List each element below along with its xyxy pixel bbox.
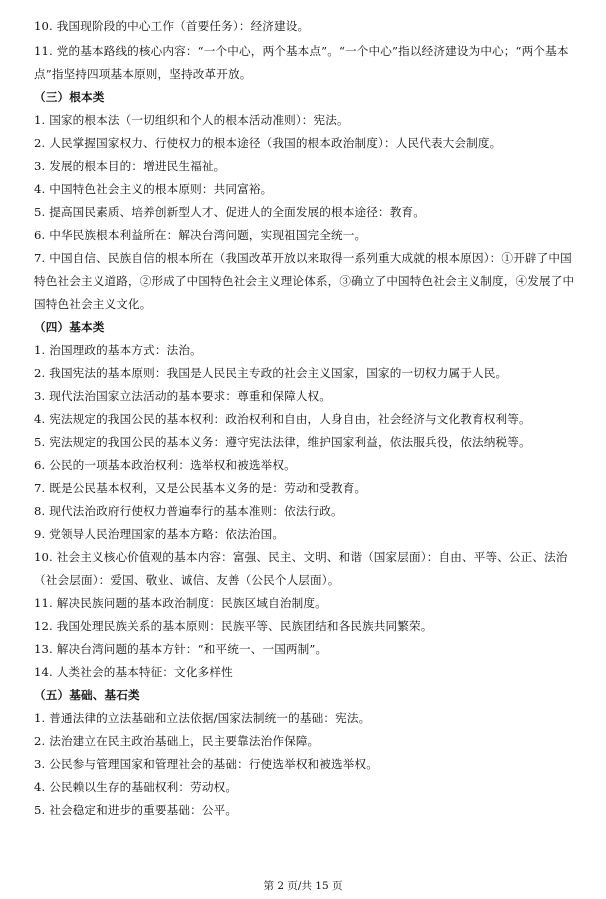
text-line: 4. 宪法规定的我国公民的基本权利：政治权利和自由，人身自由，社会经济与文化教育权利等。 (34, 412, 531, 426)
text-line: （社会层面）：爱国、敬业、诚信、友善（公民个人层面）。 (34, 573, 340, 587)
text-line: 1. 治国理政的基本方式：法治。 (34, 343, 202, 357)
text-line: 3. 公民参与管理国家和管理社会的基础：行使选举权和被选举权。 (34, 757, 379, 771)
text-line: 2. 我国宪法的基本原则：我国是人民民主专政的社会主义国家，国家的一切权力属于人民。 (34, 366, 508, 380)
text-line: 13. 解决台湾问题的基本方针：“和平统一、一国两制”。 (34, 642, 328, 656)
text-line: 2. 法治建立在民主政治基础上，民主要靠法治作保障。 (34, 734, 320, 748)
text-line: 6. 公民的一项基本政治权利：选举权和被选举权。 (34, 458, 296, 472)
text-line: 5. 宪法规定的我国公民的基本义务：遵守宪法法律，维护国家利益，依法服兵役，依法纳税等。 (34, 435, 531, 449)
text-line: 点”指坚持四项基本原则，坚持改革开放。 (34, 67, 252, 81)
page-number-footer: 第 2 页/共 15 页 (263, 880, 343, 892)
text-line: 7. 既是公民基本权利，又是公民基本义务的是：劳动和受教育。 (34, 481, 367, 495)
text-line: 10. 我国现阶段的中心工作（首要任务）：经济建设。 (34, 19, 310, 33)
text-line: 5. 提高国民素质、培养创新型人才、促进人的全面发展的根本途径：教育。 (34, 205, 425, 219)
text-line: 9. 党领导人民治理国家的基本方略：依法治国。 (34, 527, 285, 541)
text-line: 10. 社会主义核心价值观的基本内容：富强、民主、文明、和谐（国家层面）：自由、平等、公正、法治 (34, 550, 568, 564)
text-line: 11. 党的基本路线的核心内容：“一个中心，两个基本点”。“一个中心”指以经济建设为中心；“两个基本 (34, 44, 569, 58)
text-line: 1. 普通法律的立法基础和立法依据/国家法制统一的基础：宪法。 (34, 711, 371, 725)
section-heading: （四）基本类 (34, 320, 105, 334)
text-line: 6. 中华民族根本利益所在：解决台湾问题，实现祖国完全统一。 (34, 228, 367, 242)
section-heading: （五）基础、基石类 (34, 688, 140, 702)
text-line: 8. 现代法治政府行使权力普遍奉行的基本准则：依法行政。 (34, 504, 343, 518)
text-line: 1. 国家的根本法（一切组织和个人的根本活动准则）：宪法。 (34, 113, 349, 127)
text-line: 2. 人民掌握国家权力、行使权力的根本途径（我国的根本政治制度）：人民代表大会制度。 (34, 136, 502, 150)
text-line: 11. 解决民族问题的基本政治制度：民族区域自治制度。 (34, 596, 327, 610)
section-heading: （三）根本类 (34, 90, 105, 104)
text-line: 国特色社会主义文化。 (34, 297, 152, 311)
text-line: 特色社会主义道路，②形成了中国特色社会主义理论体系，③确立了中国特色社会主义制度，④发展了中 (34, 274, 575, 288)
text-line: 14. 人类社会的基本特征：文化多样性 (34, 665, 233, 679)
text-line: 12. 我国处理民族关系的基本原则：民族平等、民族团结和各民族共同繁荣。 (34, 619, 433, 633)
text-line: 4. 公民赖以生存的基础权利：劳动权。 (34, 780, 238, 794)
text-line: 4. 中国特色社会主义的根本原则：共同富裕。 (34, 182, 273, 196)
text-line: 3. 现代法治国家立法活动的基本要求：尊重和保障人权。 (34, 389, 332, 403)
text-line: 3. 发展的根本目的：增进民生福祉。 (34, 159, 226, 173)
text-line: 5. 社会稳定和进步的重要基础：公平。 (34, 803, 238, 817)
text-line: 7. 中国自信、民族自信的根本所在（我国改革开放以来取得一系列重大成就的根本原因）：①开辟了中国 (34, 251, 572, 265)
